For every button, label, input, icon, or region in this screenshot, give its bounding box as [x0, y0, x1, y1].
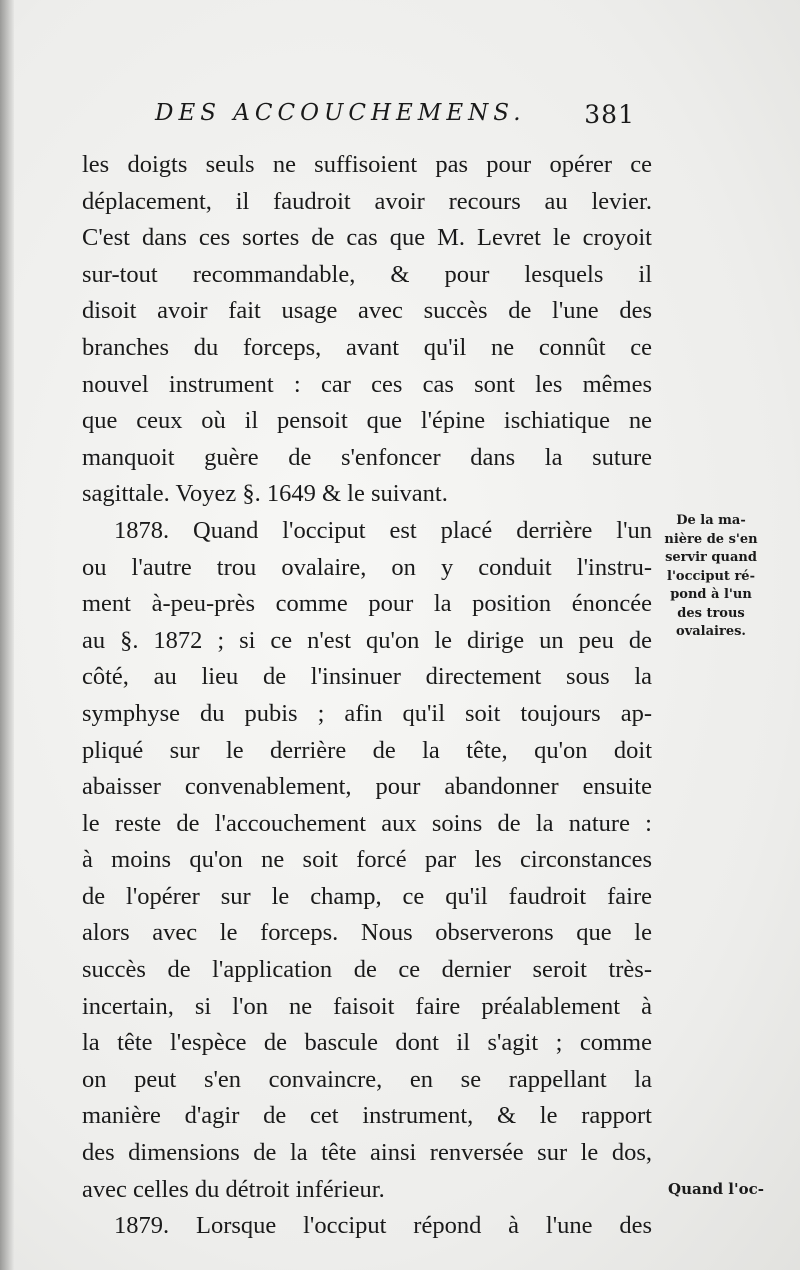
text-line: les doigts seuls ne suffisoient pas pour opérer ce — [82, 151, 652, 178]
text-line: la tête l'espèce de bascule dont il s'agit ; comme — [82, 1029, 652, 1057]
text-line: abaisser convenablement, pour abandonner ensuite — [82, 773, 652, 801]
margin-note-line: l'occiput ré- — [667, 568, 755, 584]
text-line: avec celles du détroit inférieur. — [82, 1175, 385, 1203]
text-line: disoit avoir fait usage avec succès de l'une des — [82, 297, 652, 325]
margin-note-line: De la ma- — [676, 513, 746, 528]
text-line: ou l'autre trou ovalaire, on y conduit l'instru- — [82, 553, 652, 581]
text-line: branches du forceps, avant qu'il ne connût ce — [82, 333, 652, 361]
text-line: nouvel instrument : car ces cas sont les mêmes — [82, 370, 652, 398]
text-line: au §. 1872 ; si ce n'est qu'on le dirige un peu de — [82, 626, 652, 654]
margin-note-line: nière de s'en — [664, 531, 758, 547]
text-line: déplacement, il faudroit avoir recours au levier. — [82, 187, 652, 215]
text-line: le reste de l'accouchement aux soins de la nature : — [82, 809, 652, 837]
text-line: incertain, si l'on ne faisoit faire préalablement à — [82, 992, 652, 1020]
text-line: 1878. Quand l'occiput est placé derrière l'un — [114, 516, 652, 544]
margin-note-line: ovalaires. — [676, 624, 746, 639]
margin-note-line: des trous — [677, 605, 745, 621]
text-line: sur-tout recommandable, & pour lesquels il — [82, 260, 652, 288]
text-line: 1879. Lorsque l'occiput répond à l'une des — [114, 1212, 652, 1240]
margin-note-line: servir quand — [665, 550, 757, 565]
text-line: sagittale. Voyez §. 1649 & le suivant. — [82, 480, 448, 508]
text-line: ment à-peu-près comme pour la position énoncée — [82, 590, 652, 618]
text-line: que ceux où il pensoit que l'épine ischiatique ne — [82, 407, 652, 435]
text-line: à moins qu'on ne soit forcé par les circonstances — [82, 846, 652, 874]
text-line: de l'opérer sur le champ, ce qu'il faudroit faire — [82, 882, 652, 910]
paragraph — [82, 513, 652, 1208]
margin-note-line: pond à l'un — [670, 587, 752, 602]
page-number: 381 — [584, 100, 635, 129]
paragraph — [82, 1208, 652, 1245]
text-line: symphyse du pubis ; afin qu'il soit toujours ap- — [82, 699, 652, 727]
margin-note-line: Quand l'oc- — [668, 1180, 764, 1198]
text-line: des dimensions de la tête ainsi renversée sur le dos, — [82, 1139, 652, 1167]
page-body — [82, 147, 652, 1245]
text-line: manière d'agir de cet instrument, & le rapport — [82, 1102, 652, 1130]
text-line: on peut s'en convaincre, en se rappellant la — [82, 1065, 652, 1093]
text-line: manquoit guère de s'enfoncer dans la suture — [82, 443, 652, 471]
running-title: DES ACCOUCHEMENS. — [155, 100, 526, 126]
margin-note — [656, 512, 766, 642]
page-gutter-shadow — [0, 0, 14, 1270]
paragraph — [82, 147, 652, 513]
text-line: côté, au lieu de l'insinuer directement sous la — [82, 663, 652, 691]
text-line: succès de l'application de ce dernier seroit très- — [82, 956, 652, 984]
text-line: pliqué sur le derrière de la tête, qu'on doit — [82, 736, 652, 764]
margin-note — [668, 1180, 798, 1198]
text-line: alors avec le forceps. Nous observerons que le — [82, 919, 652, 947]
text-line: C'est dans ces sortes de cas que M. Levret le croyoit — [82, 224, 652, 252]
